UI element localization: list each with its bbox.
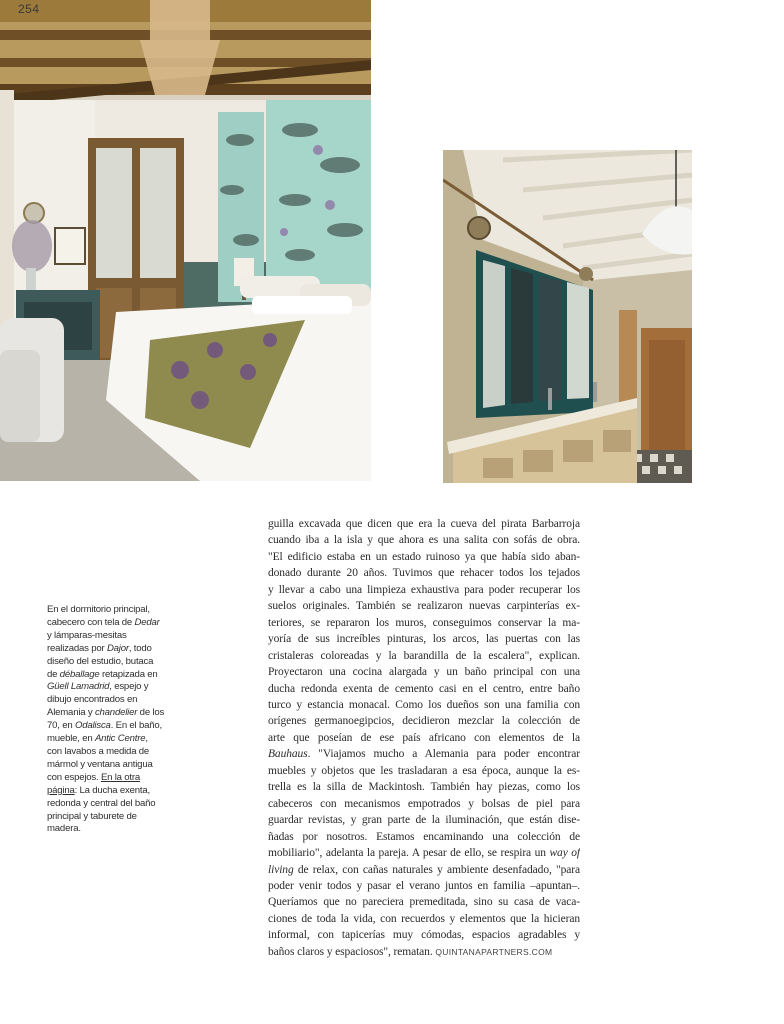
cross-reference: En la otra página xyxy=(47,771,141,796)
italic-term: Bauhaus xyxy=(268,748,308,761)
italic-term: Dedar xyxy=(134,616,160,628)
text-run: cristaleras coloreadas y la barandilla de la escalera", explican. xyxy=(268,649,580,662)
text-run: informal, con tapicerías muy cómodas, espacios agradables y xyxy=(268,929,580,942)
italic-term: way of xyxy=(549,847,580,860)
page-number: 254 xyxy=(18,2,40,16)
article-line xyxy=(268,549,580,565)
text-run: "El edificio estaba en un estado ruinoso ya que había sido aban- xyxy=(268,550,580,563)
article-line xyxy=(268,944,580,960)
article-line xyxy=(268,697,580,713)
text-run: ciones de toda la vida, con recuerdos y elementos que la hicieran xyxy=(268,912,580,925)
bathroom-photo xyxy=(443,150,692,483)
article-line xyxy=(268,565,580,581)
article-line xyxy=(268,648,580,664)
article-line xyxy=(268,812,580,828)
article-line xyxy=(268,746,580,762)
text-run: de relax, con cañas naturales y ambiente desenfadado, "para xyxy=(293,863,580,876)
text-run: cabeceros con mecanismos empotrados y bolsas de piel para xyxy=(268,797,580,810)
text-run: yoría de sus increíbles pinturas, los arcos, las puertas con las xyxy=(268,633,580,646)
italic-term: living xyxy=(268,863,294,876)
text-run: trella es la silla de Mackintosh. También hay piezas, como los xyxy=(268,781,580,794)
website-credit: QUINTANAPARTNERS.COM xyxy=(435,946,553,957)
text-run: turco y estancia monacal. Como los dueños son una familia con xyxy=(268,698,580,711)
italic-term: déballage xyxy=(59,668,100,680)
text-run: , con lavabos a medida de mármol y ventana antigua con espejos. xyxy=(47,733,153,783)
text-run: baños claros y espaciosos", rematan. xyxy=(268,945,436,958)
text-run: , todo diseño del estudio, butaca de xyxy=(47,642,154,680)
text-run: donado durante 20 años. Tuvimos que rehacer todos los tejados xyxy=(268,567,580,580)
text-run: : La ducha exenta, redonda y central del baño principal y taburete de madera. xyxy=(47,784,156,835)
text-run: y lámparas-mesitas realizadas por xyxy=(47,629,127,654)
italic-term: Güell Lamadrid xyxy=(47,681,110,693)
bedroom-photo-illustration xyxy=(0,0,371,481)
article-line xyxy=(268,582,580,598)
article-line xyxy=(268,796,580,812)
article-line xyxy=(268,681,580,697)
text-run: . "Viajamos mucho a Alemania para poder encontrar xyxy=(307,748,580,761)
text-run: ducha redonda exenta de cemento casi en el centro, entre baño xyxy=(268,682,580,695)
article-line xyxy=(268,845,580,861)
text-run: teriores, se repararon los muros, conseguimos conservar la ma- xyxy=(268,616,580,629)
text-run: En el dormitorio principal, cabecero con tela de xyxy=(47,604,150,628)
text-run: mobiliario", adelanta la pareja. A pesar de ello, se respira un xyxy=(268,847,550,860)
text-run: arte que poseían de ese país africano con elementos de la xyxy=(268,731,580,744)
italic-term: chandelier xyxy=(94,707,138,719)
italic-term: Dajor xyxy=(106,642,129,654)
bedroom-photo xyxy=(0,0,371,481)
text-run: muebles y objetos que les trasladaran a esa época, aunque la es- xyxy=(268,764,580,777)
text-run: suelos originales. También se realizaron nuevas carpinterías ex- xyxy=(268,600,580,613)
article-line xyxy=(268,598,580,614)
article-body xyxy=(268,516,580,960)
text-run: y llevar a cabo una limpieza exhaustiva para poder recuperar los xyxy=(268,583,580,596)
article-line xyxy=(268,927,580,943)
text-run: poder venir todos y pasar el verano juntos en familia –apuntan–. xyxy=(268,879,580,892)
text-run: de los 70, en xyxy=(47,707,165,732)
text-run: , espejo y dibujo encontrados en Alemania y xyxy=(47,681,149,719)
text-run: . En el baño, mueble, en xyxy=(47,720,162,745)
text-run: Queríamos que no pareciera premeditada, sino su casa de vaca- xyxy=(268,896,580,909)
text-run: cuando iba a la isla y que ahora es una salita con sofás de obra. xyxy=(268,534,580,547)
article-line xyxy=(268,532,580,548)
article-line xyxy=(268,894,580,910)
article-line xyxy=(268,829,580,845)
article-line xyxy=(268,878,580,894)
text-run: retapizada en xyxy=(99,668,158,680)
text-run: guardar revistas, y gran parte de la iluminación, que están dise- xyxy=(268,814,580,827)
article-line xyxy=(268,862,580,878)
article-line xyxy=(268,631,580,647)
text-run: ñadas por nosotros. Estamos encaminando una colección de xyxy=(268,830,580,843)
article-line xyxy=(268,730,580,746)
italic-term: Antic Centre xyxy=(94,733,146,745)
article-line xyxy=(268,664,580,680)
article-line xyxy=(268,911,580,927)
article-line xyxy=(268,713,580,729)
article-line xyxy=(268,615,580,631)
article-line xyxy=(268,763,580,779)
text-run: guilla excavada que dicen que era la cueva del pirata Barbarroja xyxy=(268,518,580,530)
text-run: Proyectaron una cocina alargada y un baño principal con una xyxy=(268,666,580,679)
photo-caption xyxy=(47,604,165,836)
article-line xyxy=(268,516,580,532)
article-line xyxy=(268,779,580,795)
italic-term: Odalisca xyxy=(74,720,111,732)
text-run: orígenes germanoegipcios, decidieron mezclar la colección de xyxy=(268,715,580,728)
bathroom-photo-illustration xyxy=(443,150,692,483)
